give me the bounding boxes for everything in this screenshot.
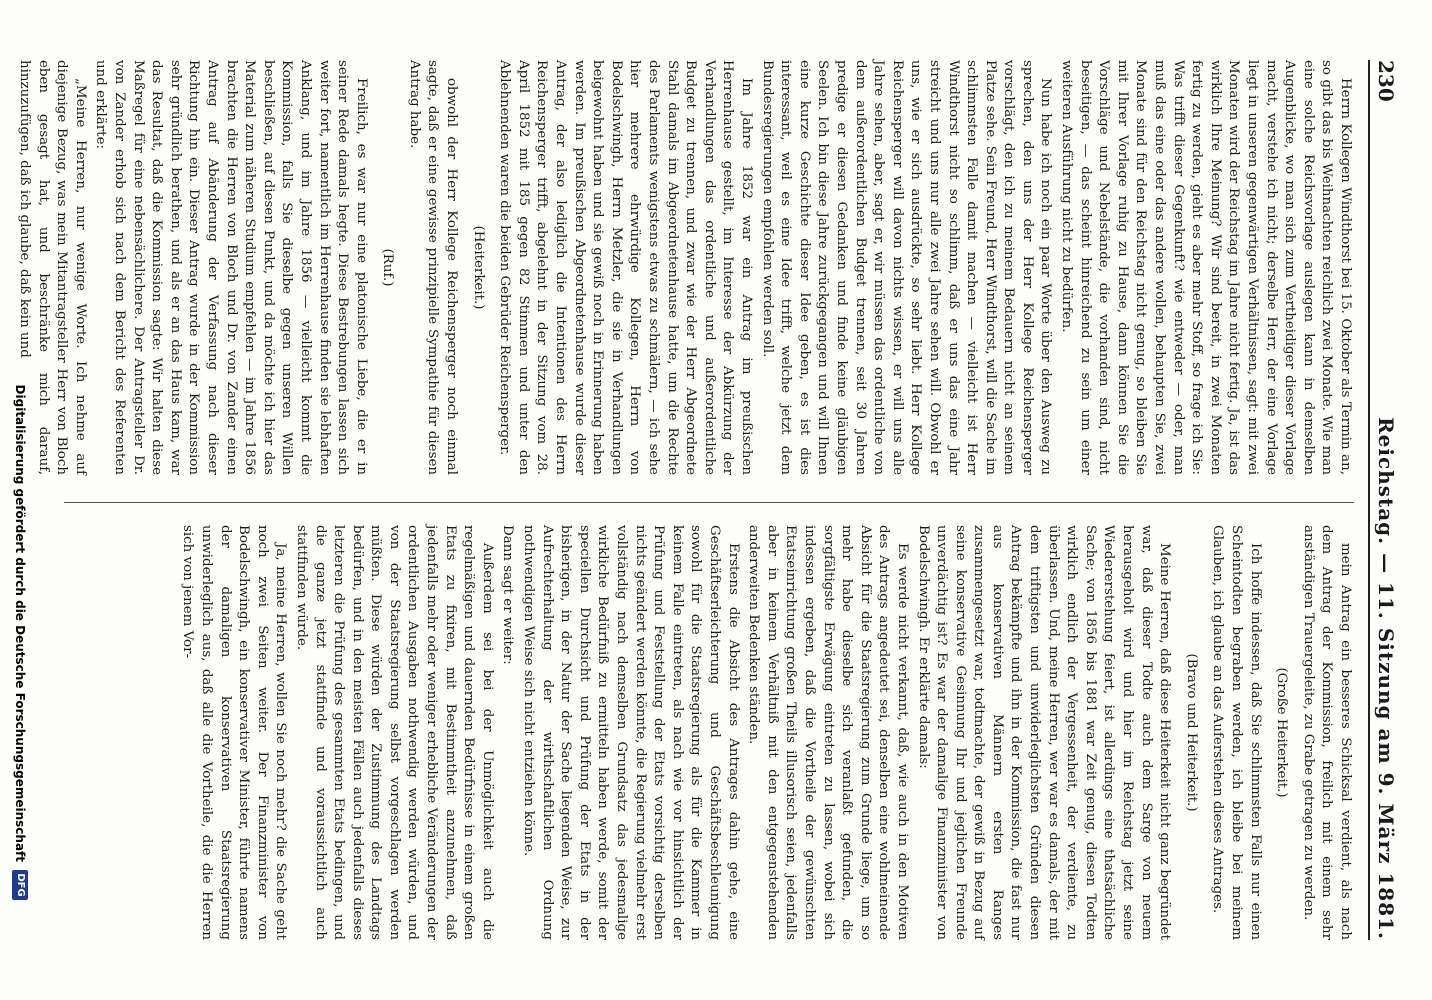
stage-direction: (Ruf.) — [380, 248, 396, 287]
running-head: Reichstag. — 11. Sitzung am 9. März 1881. — [1374, 417, 1398, 940]
page-header — [1368, 60, 1404, 940]
stage-direction: (Bravo und Heiterkeit.) — [1183, 653, 1199, 812]
paragraph: Im Jahre 1852 war ein Antrag im preußischen Herrenhause gestellt, im Interesse der Abkürzung der Verhandlungen das ordentliche und außerordentliche Budget zu trennen, und zwar wie der Herr Abgeordnete Stahl damals im Abgeordnetenhause hatte, um die Rechte des Parlaments wenigstens etwas zu schmälern, — ich sehe hier mehrere ehrwürdige Kollegen, Herrn von Bodelschwingh, Herrn Metzler, die sie in Verhandlungen beigewohnt haben und sie gewiß noch in Erinnerung haben werden. Im preußischen Abgeordnetenhause wurde dieser Antrag, der also lediglich die Intentionen des Herrn Reichensperger trifft, abgelehnt in der Sitzung vom 28. April 1852 mit 185 gegen 82 Stimmen und unter den Ablehnenden waren die beiden Gebrüder Reichensperger. — [497, 60, 754, 475]
credit-text: Digitalisierung gefördert durch die Deutsche Forschungsgemeinschaft — [13, 384, 27, 862]
paragraph: Dann sagt er weiter: — [500, 525, 516, 665]
paragraph: mein Antrag ein besseres Schicksal verdient, als nach dem Antrag der Kommission, freilich mit einem sehr anständigen Trauergeleite, zu Grabe getragen zu werden. — [1300, 525, 1353, 940]
column-divider — [64, 502, 1354, 503]
stage-direction: (Heiterkeit.) — [470, 225, 486, 310]
digitization-credit — [8, 100, 32, 900]
page-number: 230 — [1374, 60, 1398, 102]
text-column-right — [64, 525, 1354, 940]
paragraph: Erstens die Absicht des Antrages dahin gehe, eine Geschäftserleichterung und Geschäftsbeschleunigung sowohl für die Staatsregierung als für die Kammer in keinem Falle eintreten, als nach wie vor hinsichtlich der Prüfung und Feststellung der Etats vorsichtig derselben nichts geändert werden könnte, die Regierung vielmehr erst vollständig nach demselben Grundsatz das jedesmalige wirkliche Bedürfniß zu ermitteln haben werde, somit der speciellen Durchsicht und Prüfung der Etats in der bisherigen, in der Natur der Sache liegenden Weise, zur Aufrechterhaltung der wirthschaftlichen Ordnung nothwendigen Weise sich nicht entziehen könne. — [521, 525, 741, 940]
paragraph: „Meine Herren, nur wenige Worte. Ich nehme auf diejenige Bezug, was mein Mitantragsteller Herr von Bloch eben gesagt hat, und beschränke mich darauf, hinzuzufügen, daß ich glaube, daß kein und — [17, 60, 88, 475]
stage-direction: (Große Heiterkeit.) — [1274, 667, 1290, 798]
paragraph: obwohl der Herr Kollege Reichensperger noch einmal sagte, daß er eine gewisse prinzipielle Sympathie für diesen Antrag habe. — [406, 60, 460, 475]
text-column-left — [17, 60, 1354, 475]
paragraph: Ja, meine Herren, wollen Sie noch mehr? die Sache geht noch zwei Seiten weiter. Der Finanzminister von Bodelschwingh, ein konservativer Minister, führte namens der damaligen konservativen Staatsregierung unwiderleglich aus, daß alle die Vortheile, die die Herren sich von jenem Vor- — [180, 525, 289, 940]
paragraph: Es werde nicht verkannt, daß, wie auch in den Motiven des Antrags angedeutet sei, denselben eine wohlmeinende Absicht für die Staatsregierung zum Grunde liege, um so mehr habe dieselbe sich veranlaßt gefunden, die sorgfältigste Erwägung eintreten zu lassen, wobei sich indessen ergeben, daß die Vortheile der gewünschten Etatseinrichtung großen Theils illusorisch seien, jedenfalls aber in keinem Verhältniß mit den entgegenstehenden anderweiten Bedenken ständen. — [746, 525, 910, 940]
paragraph: Freilich, es war nur eine platonische Liebe, die er in seiner Rede damals hegte. Diese Bestrebungen lassen sich weiter fort, namentlich im Herrenhause finden sie lebhaften Anklang, und im Jahre 1856 — vielleicht kommt die Kommission, falls Sie dieselbe gegen unseren Willen beschließen, auf diesen Punkt, und da möchte ich hier das Material zum näheren Studium empfehlen — im Jahre 1856 brachten die Herren von Bloch und Dr. von Zander einen Antrag auf Abänderung der Verfassung nach dieser Richtung hin ein. Dieser Antrag wurde in der Kommission sehr gründlich berathen, und als er an das Haus kam, war das Resultat, daß die Kommission sagte: Wir halten diese Maßregel für eine nebensächlichere. Der Antragsteller Dr. von Zander erhob sich nach dem Bericht des Referenten und erklärte: — [93, 60, 369, 475]
paragraph: Herrn Kollegen Windthorst bei 15. Oktober als Termin an, so gibt das bis Weihnachten reichlich zwei Monate. Wie man eine solche Reichsvorlage auslegen kann in demselben Augenblicke, wo man sich zum Vertheidiger dieser Vorlage macht, verstehe ich nicht; derselbe Herr, der eine Vorlage liegt in unseren gegenwärtigen Verhältnissen, sagt: mit zwei Monaten wird der Reichstag im Jahre nicht fertig. Ja, ist das wirklich Ihre Meinung? Wir sind bereit, in zwei Monaten fertig zu werden, gieht es aber mehr Stoff, so frage ich Sie: Was trifft dieser Gegenkunft? wie entweder — oder, man muß das eine oder das andere wollen, behaupten Sie, zwei Monate sind für den Reichstag nicht genug, so bleiben Sie mit Ihrer Vorlage ruhig zu Hause, dann können Sie die Vorschläge und Nebelstände, die vorhanden sind, nicht beseitigen, — das scheint hinreichend zu sein um einer weiteren Ausführung nicht zu bedürfen. — [1059, 60, 1353, 475]
paragraph: Ich hoffe indessen, daß Sie schlimmsten Falls nur einen Scheintodten begraben werden, ich bleibe bei meinem Glauben, ich glaube an das Auferstehen dieses Antrages. — [1210, 525, 1263, 940]
paragraph: Meine Herren, daß diese Heiterkeit nicht ganz begründet war, daß dieser Todte auch dem Sarge von neuem herausgeholt wird und hier im Reichstag jetzt seine Wiedererstehung feiert, ist allerdings eine thatsächliche Sache; von 1856 bis 1881 war Zeit genug, diesen Todten wirklich endlich der Vergessenheit, der verdiente, zu überlassen. Und, meine Herren, wer war es damals, der mit dem triftigsten und unwiderleglichsten Gründen diesen Antrag bekämpfte und ihn in der Kommission, die fast nur aus konservativen Männern ersten Ranges zusammengesetzt war, todtmachte, der gewiß in Bezug auf seine konservative Gesinnung Ihr und jeglichen Freunde unverdächtig ist? Es war der damalige Finanzminister von Bodelschwingh. Er erklärte damals: — [915, 525, 1173, 940]
paragraph: Außerdem sei bei der Unmöglichkeit auch die regelmäßigen und dauernden Bedürfnisse in einem großen Etats zu fixiren, mit Bestimmtheit anzunehmen, daß jedenfalls mehr oder weniger erhebliche Veränderungen der ordentlichen Ausgaben nothwendig werden würden, und von der Staatsregierung selbst vorgeschlagen werden müßten. Diese würden der Zustimmung des Landtags bedürfen, und in den meisten Fällen auch jedenfalls dieses letzteren die Prüfung des gesammten Etats bedingen, und die ganze jetzt stattfinde und voraussichtlich auch stattfinden würde. — [293, 525, 495, 940]
paragraph: Nun habe ich noch ein paar Worte über den Ausweg zu sprechen, den uns der Herr Kollege Reichensperger vorschlägt, den ich zu meinem Bedauern nicht an seinem Platze sehe. Sein Freund, Herr Windthorst, will die Sache im schlimmsten Falle damit machen — vielleicht ist Herr Windthorst nicht so schlimm, daß er uns das eine Jahr streicht und uns nur alle zwei Jahre sehen will. Obwohl er uns, wie er sich ausdrückte, so sehr liebt. Herr Kollege Reichensperger will davon nichts wissen, er will uns alle Jahre sehen, aber, sagt er, wir müssen das ordentliche von dem außerordentlichen Budget trennen, seit 30 Jahren predige er diesen Gedanken und finde keine gläubigen Seelen. Ich bin diese Jahre zurückgegangen und will Ihnen eine kurze Geschichte dieser Idee geben, es ist dies interessant, weil es eine Idee trifft, welche jetzt dem Bundesregierungen empfohlen werden soll. — [759, 60, 1054, 475]
dfg-logo: DFG — [12, 870, 28, 900]
